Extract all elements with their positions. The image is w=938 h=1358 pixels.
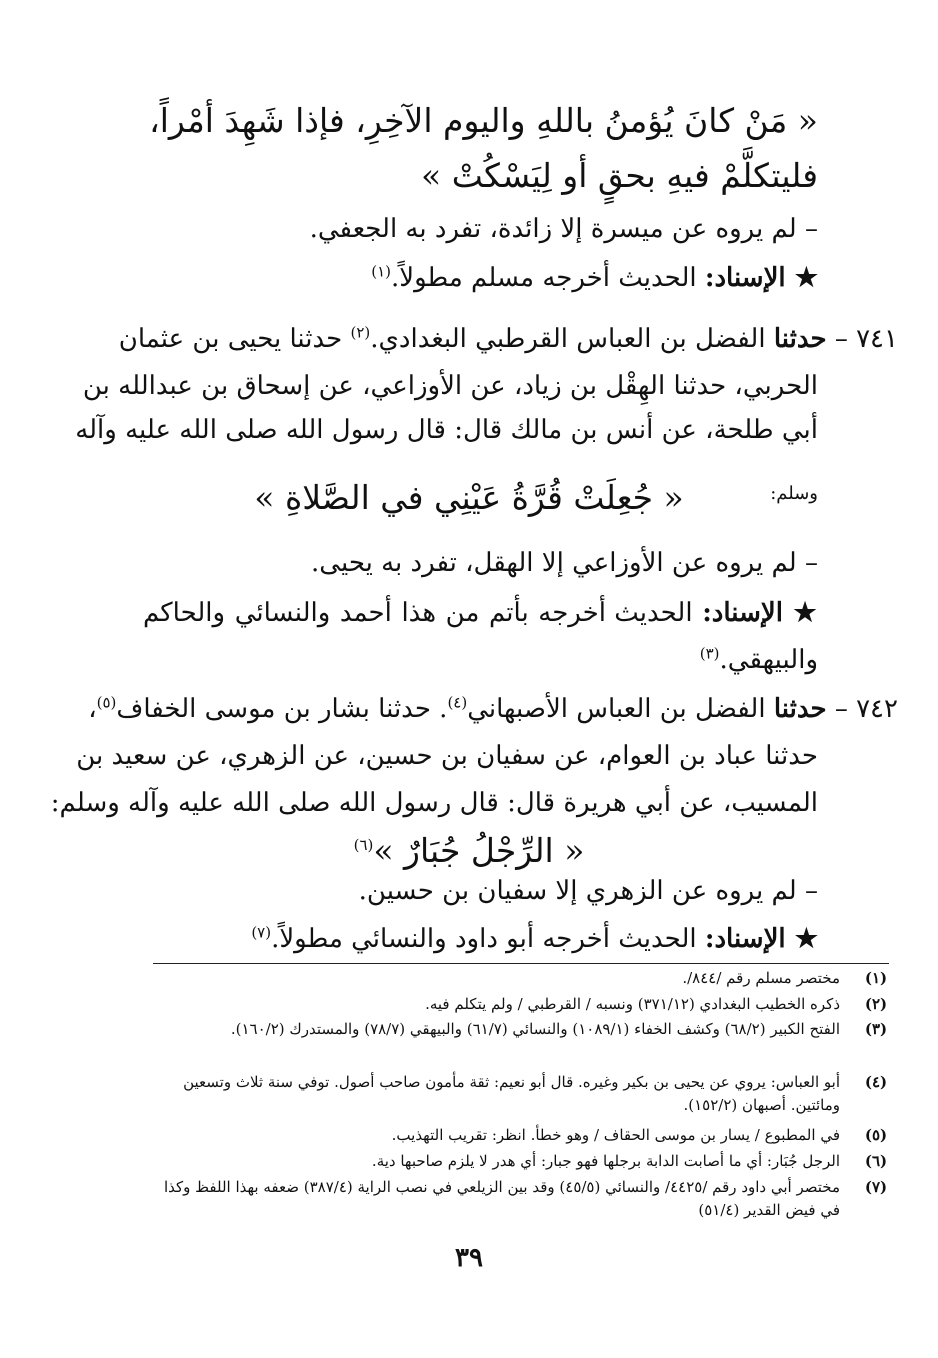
footnote-text: الفتح الكبير (٦٨/٢) وكشف الخفاء (١٠٨٩/١) والنسائي (٦١/٧) والبيهقي (٧٨/٧) والمستدرك (١٦٠/٢). bbox=[230, 1020, 840, 1038]
entry-text: الفضل بن العباس الأصبهاني bbox=[467, 694, 766, 724]
isnad-text: الحديث أخرجه أبو داود والنسائي مطولاً. bbox=[271, 924, 697, 954]
footnote-text: مختصر أبي داود رقم /٤٤٢٥/ والنسائي (٤٥/٥) وقد بين الزيلعي في نصب الراية (٣٨٧/٤) ضعفه بهذا اللفظ وكذا في فيض القدير (٥١/٤) bbox=[163, 1178, 840, 1219]
isnad-text: الحديث أخرجه مسلم مطولاً. bbox=[390, 263, 697, 293]
footnote-number: (٥) bbox=[864, 1126, 888, 1144]
entry-741-line-4: وسلم: bbox=[770, 483, 818, 504]
footnote-ref: (١) bbox=[371, 262, 391, 281]
transmission-note: – لم يروه عن ميسرة إلا زائدة، تفرد به الجعفي. bbox=[309, 214, 818, 244]
footnote-ref: (٦) bbox=[353, 836, 374, 854]
isnad-label: ★ الإسناد: bbox=[702, 598, 819, 628]
entry-742-isnad bbox=[251, 922, 818, 956]
footnote-ref: (٤) bbox=[447, 693, 468, 712]
entry-number: ٧٤٢ – bbox=[834, 694, 898, 724]
footnote-4 bbox=[145, 1071, 898, 1117]
isnad-text: الحديث أخرجه بأتم من هذا أحمد والنسائي والحاكم bbox=[143, 598, 693, 628]
entry-text: ، bbox=[88, 694, 97, 724]
hadith-line-2: فليتكلَّمْ فيهِ بحقٍ أو لِيَسْكُتْ » bbox=[421, 156, 818, 195]
footnote-ref: (٣) bbox=[699, 644, 720, 663]
footnote-number: (١) bbox=[864, 969, 888, 987]
footnote-ref: (٢) bbox=[350, 323, 371, 342]
entry-741-note: – لم يروه عن الأوزاعي إلا الهقل، تفرد به يحيى. bbox=[311, 548, 818, 578]
footnote-3 bbox=[145, 1018, 898, 1041]
entry-text: الفضل بن العباس القرطبي البغدادي. bbox=[370, 324, 766, 354]
entry-lead: حدثنا bbox=[773, 324, 827, 354]
footnote-ref: (٧) bbox=[251, 923, 272, 942]
isnad-text: والبيهقي. bbox=[719, 645, 818, 675]
footnote-number: (٢) bbox=[864, 995, 888, 1013]
entry-741-hadith: « جُعِلَتْ قُرَّةُ عَيْنِي في الصَّلاةِ » bbox=[254, 478, 684, 517]
hadith-line-1: « مَنْ كانَ يُؤمنُ باللهِ واليوم الآخِرِ، فإذا شَهِدَ أمْراً، bbox=[149, 101, 818, 140]
footnote-number: (٣) bbox=[864, 1020, 888, 1038]
entry-742-line-1 bbox=[88, 692, 898, 726]
footnote-text: ذكره الخطيب البغدادي (٣٧١/١٢) ونسبه / القرطبي / ولم يتكلم فيه. bbox=[425, 995, 840, 1013]
footnote-divider bbox=[153, 963, 889, 964]
footnote-text: في المطبوع / يسار بن موسى الحقاف / وهو خطأ. انظر: تقريب التهذيب. bbox=[391, 1126, 840, 1144]
entry-text: حدثنا يحيى بن عثمان bbox=[118, 324, 343, 354]
hadith-text: « الرِّجْلُ جُبَارٌ » bbox=[373, 831, 585, 870]
footnote-number: (٦) bbox=[864, 1152, 888, 1170]
footnote-5 bbox=[145, 1124, 898, 1147]
entry-741-line-3: أبي طلحة، عن أنس بن مالك قال: قال رسول الله صلى الله عليه وآله bbox=[75, 415, 818, 445]
footnote-7 bbox=[145, 1176, 898, 1222]
footnote-text: مختصر مسلم رقم /٨٤٤/. bbox=[682, 969, 840, 987]
entry-742-line-3: المسيب، عن أبي هريرة قال: قال رسول الله صلى الله عليه وآله وسلم: bbox=[50, 788, 818, 818]
isnad-line bbox=[371, 261, 818, 295]
entry-741-line-1 bbox=[118, 322, 898, 356]
footnote-text: الرجل جُبَار: أي ما أصابت الدابة برجلها فهو جبار: أي هدر لا يلزم صاحبها دية. bbox=[371, 1152, 840, 1170]
footnote-2 bbox=[145, 993, 898, 1016]
footnote-number: (٤) bbox=[864, 1073, 888, 1091]
entry-741-isnad-line-1 bbox=[143, 596, 818, 630]
isnad-label: ★ الإسناد: bbox=[704, 263, 818, 293]
entry-742-note: – لم يروه عن الزهري إلا سفيان بن حسين. bbox=[358, 876, 818, 906]
entry-text: . حدثنا بشار بن موسى الخفاف bbox=[116, 694, 448, 724]
footnote-text: أبو العباس: يروي عن يحيى بن بكير وغيره. قال أبو نعيم: ثقة مأمون صاحب أصول. توفي سنة ثلاث وتسعين ومائتين. أصبهان (١٥٢/٢). bbox=[183, 1073, 840, 1114]
entry-741-line-2: الحربي، حدثنا الهِقْل بن زياد، عن الأوزاعي، عن إسحاق بن عبدالله بن bbox=[82, 371, 818, 401]
entry-741-isnad-line-2 bbox=[700, 643, 818, 677]
page-number: ٣٩ bbox=[455, 1243, 483, 1273]
entry-number: ٧٤١ – bbox=[834, 324, 898, 354]
entry-lead: حدثنا bbox=[773, 694, 827, 724]
footnote-1 bbox=[145, 967, 898, 990]
footnote-ref: (٥) bbox=[96, 693, 117, 712]
footnote-number: (٧) bbox=[864, 1178, 888, 1196]
entry-742-line-2: حدثنا عباد بن العوام، عن سفيان بن حسين، عن الزهري، عن سعيد بن bbox=[76, 741, 818, 771]
isnad-label: ★ الإسناد: bbox=[704, 924, 818, 954]
footnote-6 bbox=[145, 1150, 898, 1173]
entry-742-hadith bbox=[0, 830, 938, 872]
